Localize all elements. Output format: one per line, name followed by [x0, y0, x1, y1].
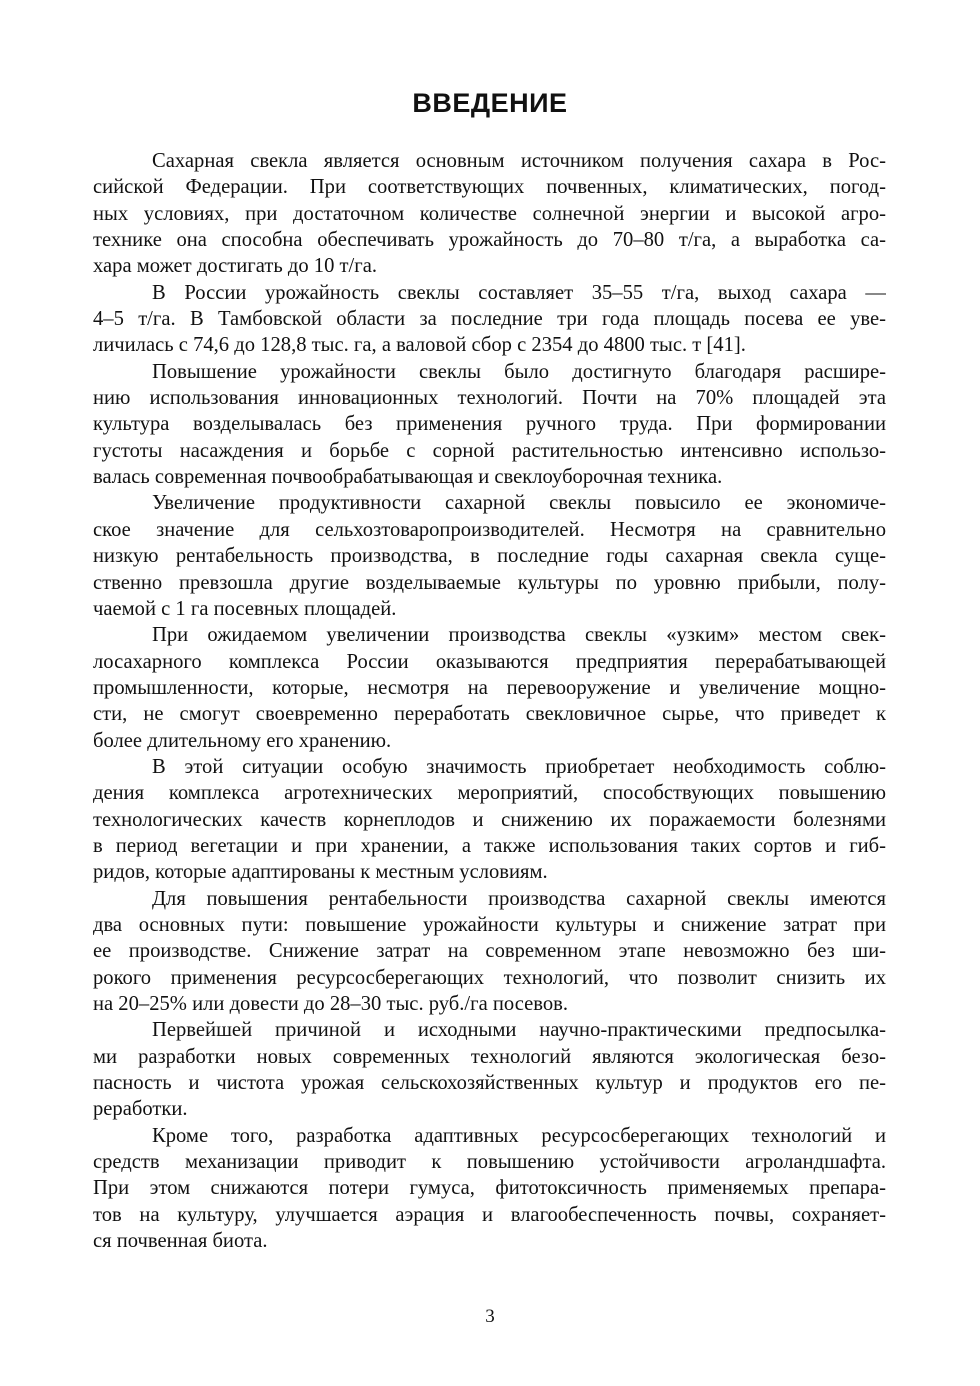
text-line: рокого применения ресурсосберегающих технологий, что позволит снизить их: [93, 966, 886, 989]
text-line: низкую рентабельность производства, в последние годы сахарная свекла суще-: [93, 545, 886, 568]
text-line: тов на культуру, улучшается аэрация и влагообеспеченность почвы, сохраняет-: [93, 1203, 886, 1226]
text-line: два основных пути: повышение урожайности культуры и снижение затрат при: [93, 913, 886, 936]
text-line: дения комплекса агротехнических мероприятий, способствующих повышению: [93, 782, 886, 805]
paragraph: [93, 359, 886, 491]
text-line: ся почвенная биота.: [93, 1230, 268, 1253]
paragraph: [93, 886, 886, 1018]
paragraph: [93, 622, 886, 754]
paragraph: [93, 490, 886, 622]
text-line: более длительному его хранению.: [93, 729, 392, 752]
text-line: При ожидаемом увеличении производства свеклы «узким» местом свек-: [152, 624, 886, 647]
text-line: сти, не смогут своевременно переработать свекловичное сырье, что приведет к: [93, 703, 886, 726]
text-line: ридов, которые адаптированы к местным условиям.: [93, 861, 548, 884]
text-line: Первейшей причиной и исходными научно-практическими предпосылка-: [152, 1019, 886, 1042]
text-line: При этом снижаются потери гумуса, фитотоксичность применяемых препара-: [93, 1177, 886, 1200]
text-line: чаемой с 1 га посевных площадей.: [93, 597, 397, 620]
text-line: ское значение для сельхозтоваропроизводителей. Несмотря на сравнительно: [93, 518, 886, 541]
page-title: ВВЕДЕНИЕ: [412, 88, 568, 118]
text-line: сийской Федерации. При соответствующих почвенных, климатических, погод-: [93, 176, 886, 199]
text-line: 4–5 т/га. В Тамбовской области за последние три года площадь посева ее уве-: [93, 308, 886, 331]
text-line: Повышение урожайности свеклы было достигнуто благодаря расшире-: [152, 360, 886, 383]
text-line: в период вегетации и при хранении, а также использования таких сортов и гиб-: [93, 834, 886, 857]
text-line: пасность и чистота урожая сельскохозяйственных культур и продуктов его пе-: [93, 1072, 886, 1095]
text-line: личилась с 74,6 до 128,8 тыс. га, а валовой сбор с 2354 до 4800 тыс. т [41].: [93, 334, 746, 357]
paragraph: [93, 148, 886, 280]
text-line: промышленности, которые, несмотря на перевооружение и увеличение мощно-: [93, 676, 886, 699]
text-line: на 20–25% или довести до 28–30 тыс. руб./га посевов.: [93, 993, 568, 1015]
text-line: густоты насаждения и борьбе с сорной растительностью интенсивно использо-: [93, 439, 886, 462]
paragraph: [93, 280, 886, 359]
paragraph: [93, 1017, 886, 1122]
text-line: Кроме того, разработка адаптивных ресурсосберегающих технологий и: [152, 1124, 886, 1147]
text-line: валась современная почвообрабатывающая и свеклоуборочная техника.: [93, 466, 723, 489]
text-line: ственно превзошла другие возделываемые культуры по уровню прибыли, полу-: [93, 571, 886, 594]
text-line: лосахарного комплекса России оказываются предприятия перерабатывающей: [93, 650, 886, 673]
body-text: [93, 148, 886, 1254]
text-line: хара может достигать до 10 т/га.: [93, 255, 377, 278]
text-line: Увеличение продуктивности сахарной свеклы повысило ее экономиче-: [152, 492, 886, 515]
text-line: культура возделывалась без применения ручного труда. При формировании: [93, 413, 886, 436]
text-line: В этой ситуации особую значимость приобретает необходимость соблю-: [152, 755, 886, 778]
text-line: технике она способна обеспечивать урожайность до 70–80 т/га, а выработка са-: [93, 229, 886, 252]
text-line: Для повышения рентабельности производства сахарной свеклы имеются: [152, 887, 886, 910]
paragraph: [93, 754, 886, 886]
text-line: ных условиях, при достаточном количестве солнечной энергии и высокой агро-: [93, 202, 886, 225]
text-line: технологических качеств корнеплодов и снижению их поражаемости болезнями: [93, 808, 886, 831]
text-line: нию использования инновационных технологий. Почти на 70% площадей эта: [93, 387, 886, 410]
page-number: 3: [485, 1306, 495, 1327]
text-line: ее производстве. Снижение затрат на современном этапе невозможно без ши-: [93, 940, 886, 963]
text-line: Сахарная свекла является основным источником получения сахара в Рос-: [152, 150, 886, 172]
text-line: В России урожайность свеклы составляет 35–55 т/га, выход сахара —: [152, 281, 886, 304]
text-line: средств механизации приводит к повышению устойчивости агроландшафта.: [93, 1151, 886, 1174]
text-line: ми разработки новых современных технологий являются экологическая безо-: [93, 1045, 886, 1068]
paragraph: [93, 1123, 886, 1255]
text-line: реработки.: [93, 1098, 188, 1121]
